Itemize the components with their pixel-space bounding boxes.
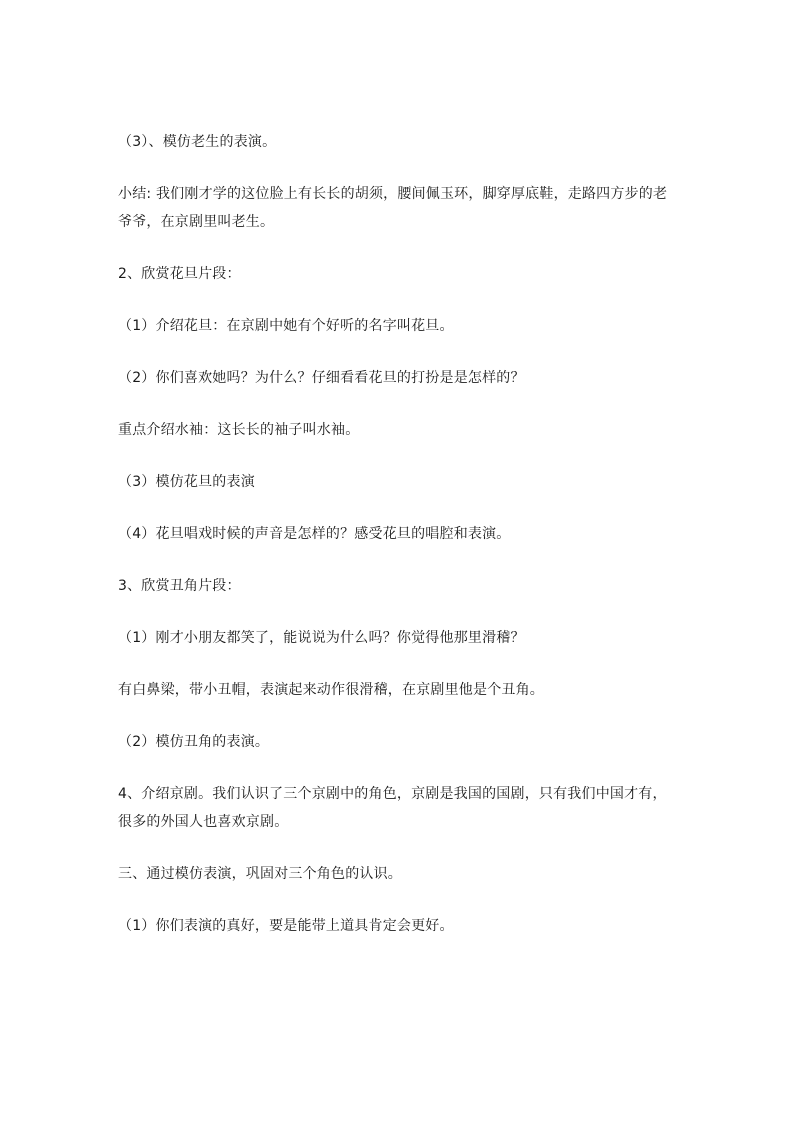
paragraph-imitate-laosheng: （3）、模仿老生的表演。 <box>118 134 277 150</box>
paragraph-describe-chou: 有白鼻梁，带小丑帽，表演起来动作很滑稽，在京剧里他是个丑角。 <box>118 682 544 698</box>
paragraph-imitate-chou: （2）模仿丑角的表演。 <box>118 734 270 750</box>
paragraph-intro-peking-opera: 4、介绍京剧。我们认识了三个京剧中的角色，京剧是我国的国剧，只有我们中国才有，很多的外国人也喜欢京剧。 <box>118 786 667 830</box>
paragraph-water-sleeve: 重点介绍水袖：这长长的袖子叫水袖。 <box>118 422 360 438</box>
paragraph-question-huadan: （2）你们喜欢她吗？为什么？仔细看看花旦的打扮是是怎样的？ <box>118 370 525 386</box>
paragraph-imitate-huadan: （3）模仿花旦的表演 <box>118 474 255 490</box>
paragraph-question-chou: （1）刚才小朋友都笑了，能说说为什么吗？你觉得他那里滑稽？ <box>118 630 525 646</box>
document-body <box>118 128 678 964</box>
paragraph-props: （1）你们表演的真好，要是能带上道具肯定会更好。 <box>118 918 454 934</box>
paragraph-heading-huadan: 2、欣赏花旦片段： <box>118 266 241 282</box>
paragraph-heading-chou: 3、欣赏丑角片段： <box>118 578 241 594</box>
paragraph-summary-laosheng: 小结: 我们刚才学的这位脸上有长长的胡须，腰间佩玉环，脚穿厚底鞋，走路四方步的老爷爷，在京剧里叫老生。 <box>118 186 668 230</box>
paragraph-section-three: 三、通过模仿表演，巩固对三个角色的认识。 <box>118 866 402 882</box>
paragraph-voice-huadan: （4）花旦唱戏时候的声音是怎样的？感受花旦的唱腔和表演。 <box>118 526 511 542</box>
paragraph-intro-huadan: （1）介绍花旦：在京剧中她有个好听的名字叫花旦。 <box>118 318 454 334</box>
